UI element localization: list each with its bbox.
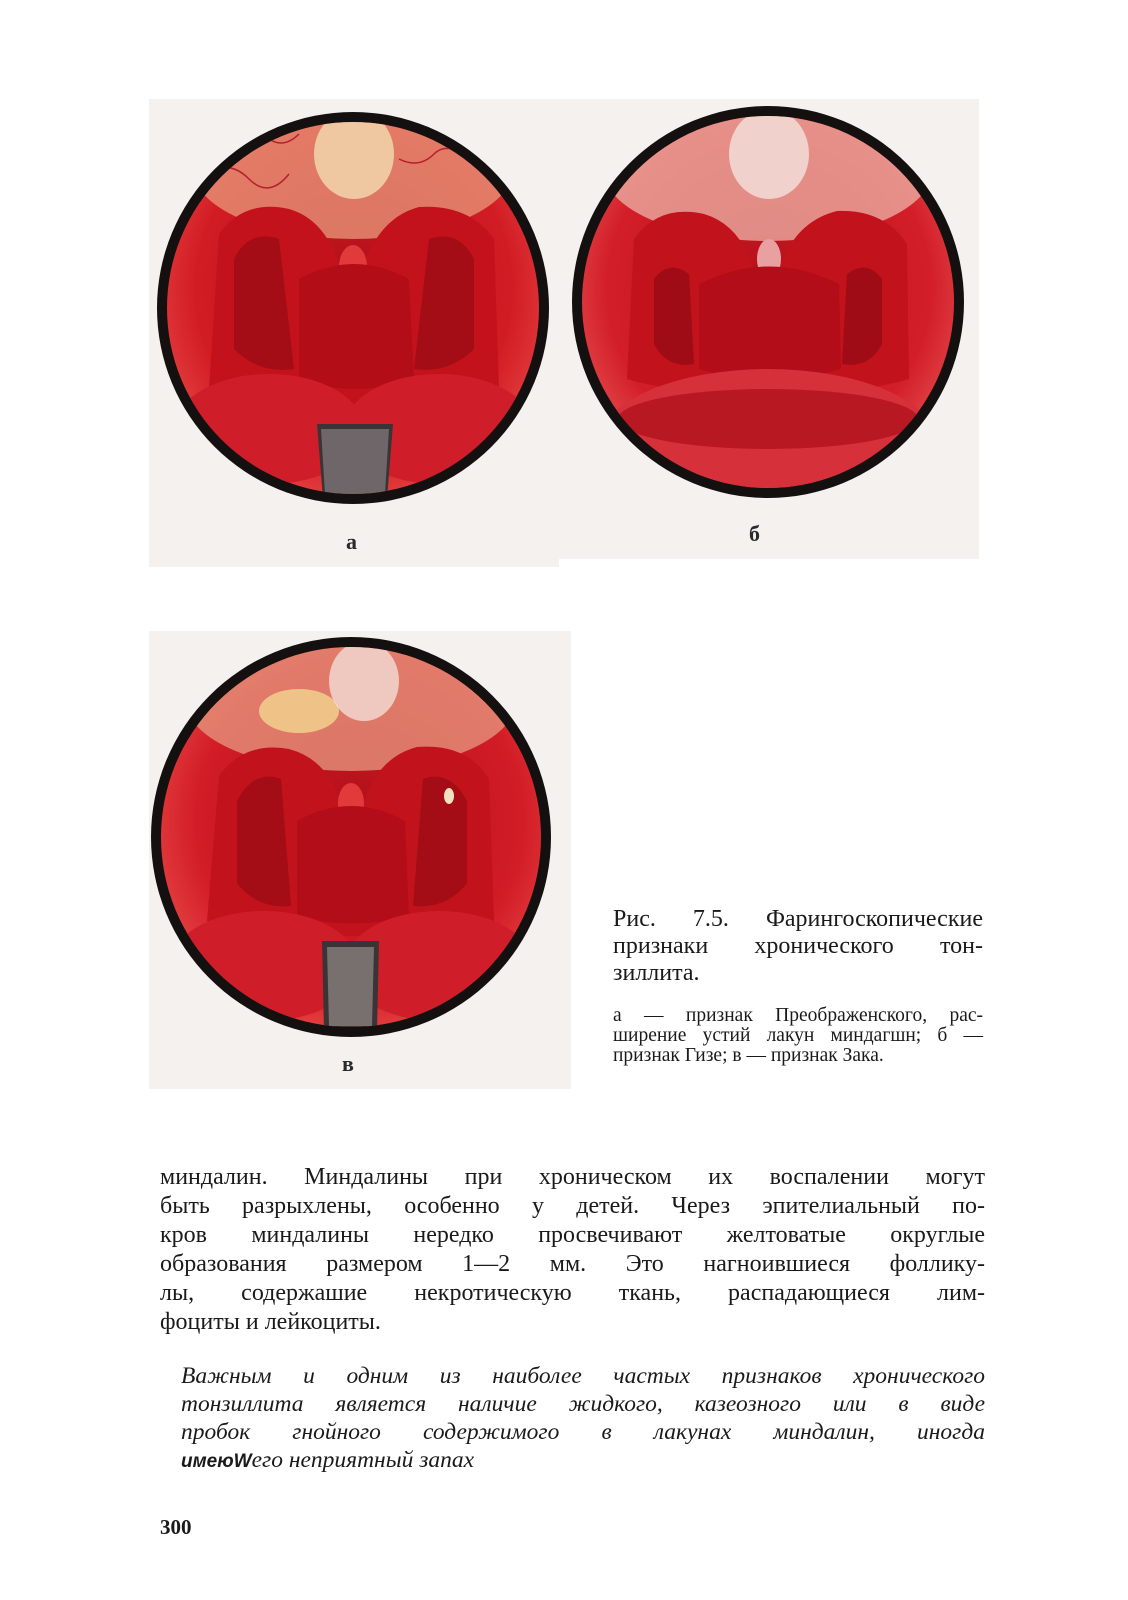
pharyngoscopy-illustration-v	[149, 631, 571, 1089]
figure-label-v: в	[342, 1051, 354, 1076]
body-line: фоциты и лейкоциты.	[160, 1309, 381, 1335]
emphasis-last-rest: его неприятный запах	[251, 1447, 475, 1473]
pharyngoscopy-illustration-a	[149, 99, 559, 567]
figure-label-a: а	[346, 529, 357, 554]
pharyngoscopy-illustration-b	[559, 99, 979, 559]
emphasis-line: тонзиллита является наличие жидкого, казеозного или в виде	[181, 1391, 985, 1417]
body-line: кров миндалины нередко просвечивают желтоватые округлые	[160, 1222, 985, 1248]
figure-caption-title: Рис. 7.5. Фарингоскопические признаки хронического тон-зиллита.	[613, 906, 983, 986]
emphasis-line: пробок гнойного содержимого в лакунах миндалин, иногда	[181, 1419, 985, 1445]
figure-panel-b	[559, 99, 979, 559]
page-number: 300	[160, 1515, 192, 1539]
body-line: образования размером 1—2 мм. Это нагноившиеся фоллику-	[160, 1251, 985, 1277]
body-line: миндалин. Миндалины при хроническом их воспалении могут	[160, 1164, 985, 1190]
emphasis-line-last	[181, 1446, 985, 1476]
body-paragraph	[160, 1163, 985, 1337]
figure-panel-a	[149, 99, 559, 567]
figure-caption-body: а — признак Преображенского, рас-ширение устий лакун миндагшн; б — признак Гизе; в — признак Зака.	[613, 1005, 983, 1066]
body-line: быть разрыхлены, особенно у детей. Через эпителиальный по-	[160, 1193, 985, 1219]
body-line: лы, содержашие некротическую ткань, распадающиеся лим-	[160, 1280, 985, 1306]
figure-panel-v	[149, 631, 571, 1089]
emphasis-paragraph	[181, 1362, 985, 1476]
emphasis-line: Важным и одним из наиболее частых признаков хронического	[181, 1363, 985, 1389]
figure-label-b: б	[749, 521, 760, 546]
emphasis-bold-fragment: имеюW	[181, 1451, 252, 1472]
